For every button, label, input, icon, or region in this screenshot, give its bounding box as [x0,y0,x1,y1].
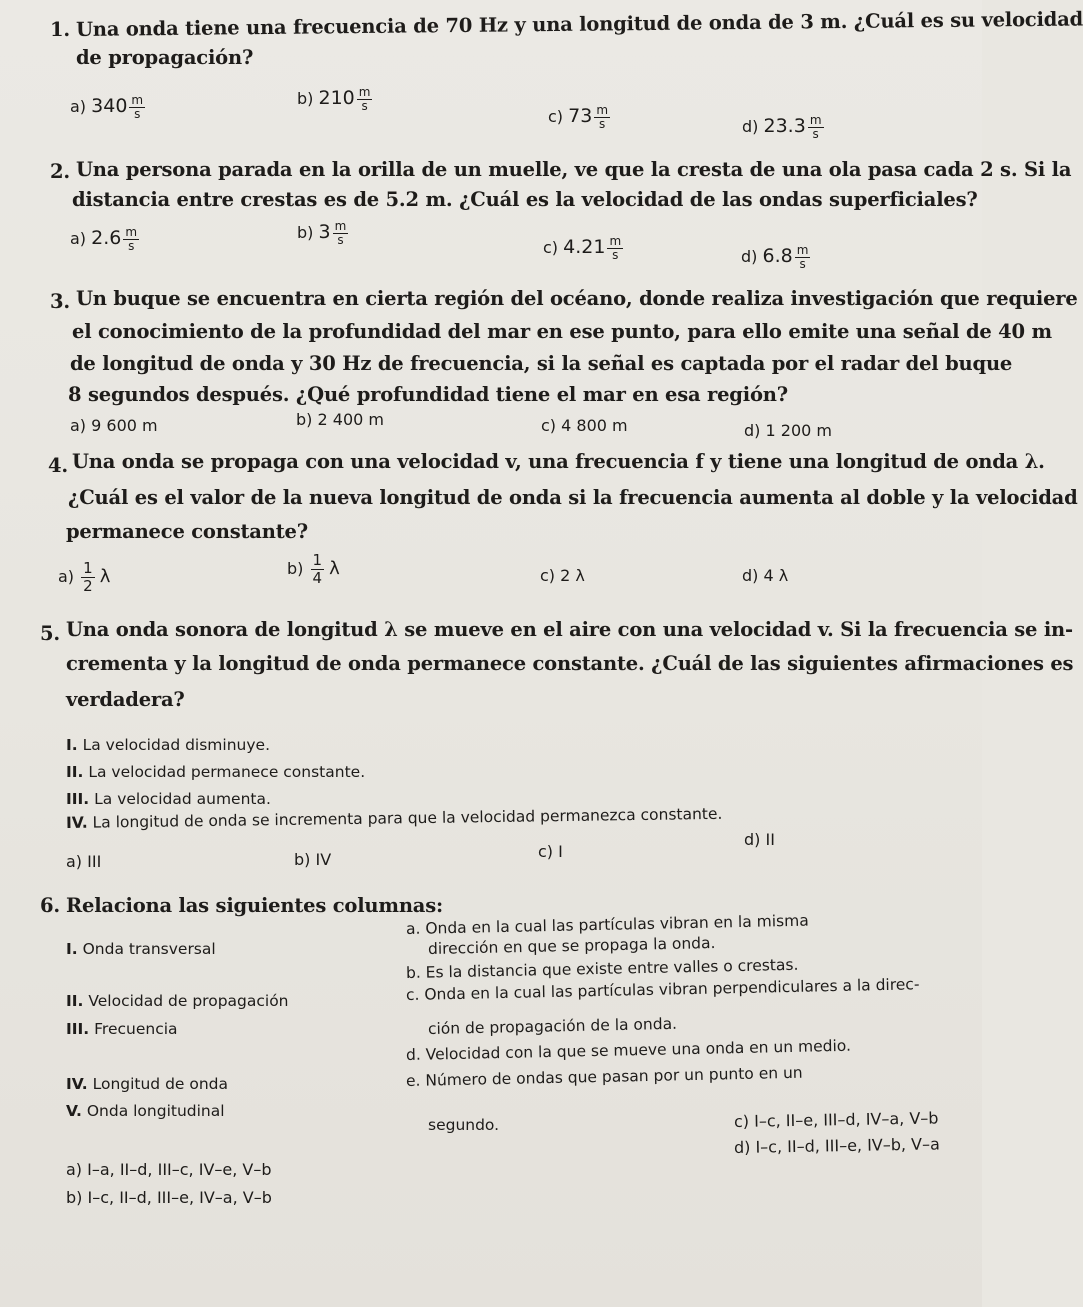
q6-right-line-7: e. Número de ondas que pasan por un punto en un [405,1063,803,1090]
q3-line-2: el conocimiento de la profundidad del mar en ese punto, para ello emite una señal de 40 m [72,320,1052,343]
q5-line-3: verdadera? [66,688,185,711]
q1-number: 1. [50,18,70,41]
q6-left-1: I. Onda transversal [66,940,216,958]
q6-number: 6. [40,894,60,917]
q5-statement-4: IV. La longitud de onda se incrementa para que la velocidad permanezca constante. [65,804,723,832]
q6-left-5: V. Onda longitudinal [66,1102,225,1120]
q2-line-2: distancia entre crestas es de 5.2 m. ¿Cuál es la velocidad de las ondas superficiales? [72,188,978,211]
q5-option-b[interactable]: b) IV [294,850,332,869]
q6-left-4: IV. Longitud de onda [66,1075,229,1093]
q4-option-a[interactable]: a) $\frac{1}{2}$ λ [58,559,111,595]
q6-line-1: Relaciona las siguientes columnas: [66,894,444,917]
q1-option-a[interactable]: a) 340 $\frac{m}{s}$ [70,93,144,121]
q1-option-c[interactable]: c) 73 $\frac{m}{s}$ [548,103,609,131]
q3-line-4: 8 segundos después. ¿Qué profundidad tiene el mar en esa región? [68,383,788,406]
q4-line-3: permanece constante? [66,520,308,543]
q6-right-line-5: ción de propagación de la onda. [427,1014,678,1038]
q2-option-b[interactable]: b) 3 $\frac{m}{s}$ [297,219,347,247]
q5-number: 5. [40,622,60,645]
q6-right-line-2: dirección en que se propaga la onda. [427,933,716,958]
q6-left-3: III. Frecuencia [66,1020,178,1038]
q6-option-c[interactable]: c) I–c, II–e, III–d, IV–a, V–b [733,1108,939,1131]
q6-right-line-8: segundo. [428,1116,500,1134]
q5-statement-1: I. La velocidad disminuye. [66,736,270,754]
q4-line-1: Una onda se propaga con una velocidad v, una frecuencia f y tiene una longitud de onda λ. [72,450,1045,473]
q6-right-line-4: c. Onda en la cual las partículas vibran perpendiculares a la direc- [405,975,920,1004]
q3-number: 3. [50,290,70,313]
q4-option-b[interactable]: b) $\frac{1}{4}$ λ [287,551,340,587]
q3-option-b[interactable]: b) 2 400 m [296,410,384,429]
q5-option-d[interactable]: d) II [744,830,775,849]
q2-number: 2. [50,160,70,183]
q2-option-c[interactable]: c) 4.21 $\frac{m}{s}$ [543,234,622,262]
q6-right-line-1: a. Onda en la cual las partículas vibran en la misma [405,911,809,938]
q6-right-line-6: d. Velocidad con la que se mueve una onda en un medio. [405,1036,852,1064]
q2-option-d[interactable]: d) 6.8 $\frac{m}{s}$ [741,243,809,271]
q1-line-2: de propagación? [76,46,254,69]
q6-option-a[interactable]: a) I–a, II–d, III–c, IV–e, V–b [66,1160,272,1179]
q6-left-2: II. Velocidad de propagación [66,992,289,1010]
q3-line-1: Un buque se encuentra en cierta región del océano, donde realiza investigación que requiere [76,287,1078,310]
q4-number: 4. [48,454,68,477]
q2-option-a[interactable]: a) 2.6 $\frac{m}{s}$ [70,225,138,253]
q3-option-c[interactable]: c) 4 800 m [541,416,628,435]
q1-line-1: Una onda tiene una frecuencia de 70 Hz y una longitud de onda de 3 m. ¿Cuál es su velocidad [75,7,1083,41]
q5-statement-2: II. La velocidad permanece constante. [66,763,366,781]
q4-line-2: ¿Cuál es el valor de la nueva longitud de onda si la frecuencia aumenta al doble y la velocidad [68,486,1078,509]
q1-option-d[interactable]: d) 23.3 $\frac{m}{s}$ [742,113,822,141]
q6-right-line-3: b. Es la distancia que existe entre valles o crestas. [405,955,799,982]
q5-statement-3: III. La velocidad aumenta. [66,790,271,808]
q3-line-3: de longitud de onda y 30 Hz de frecuencia, si la señal es captada por el radar del buque [70,352,1013,375]
q4-option-c[interactable]: c) 2 λ [540,566,585,585]
q3-option-a[interactable]: a) 9 600 m [70,416,158,435]
q6-option-d[interactable]: d) I–c, II–d, III–e, IV–b, V–a [733,1134,941,1157]
q5-line-2: crementa y la longitud de onda permanece constante. ¿Cuál de las siguientes afirmaciones es [66,652,1074,675]
q4-option-d[interactable]: d) 4 λ [742,566,789,585]
q3-option-d[interactable]: d) 1 200 m [744,421,832,440]
q2-line-1: Una persona parada en la orilla de un muelle, ve que la cresta de una ola pasa cada 2 s. Si la [76,158,1072,181]
q5-option-c[interactable]: c) I [538,842,563,861]
q5-option-a[interactable]: a) III [66,852,102,871]
q5-line-1: Una onda sonora de longitud λ se mueve en el aire con una velocidad v. Si la frecuencia se in- [66,618,1073,641]
q6-option-b[interactable]: b) I–c, II–d, III–e, IV–a, V–b [66,1188,272,1207]
q1-option-b[interactable]: b) 210 $\frac{m}{s}$ [297,85,371,113]
